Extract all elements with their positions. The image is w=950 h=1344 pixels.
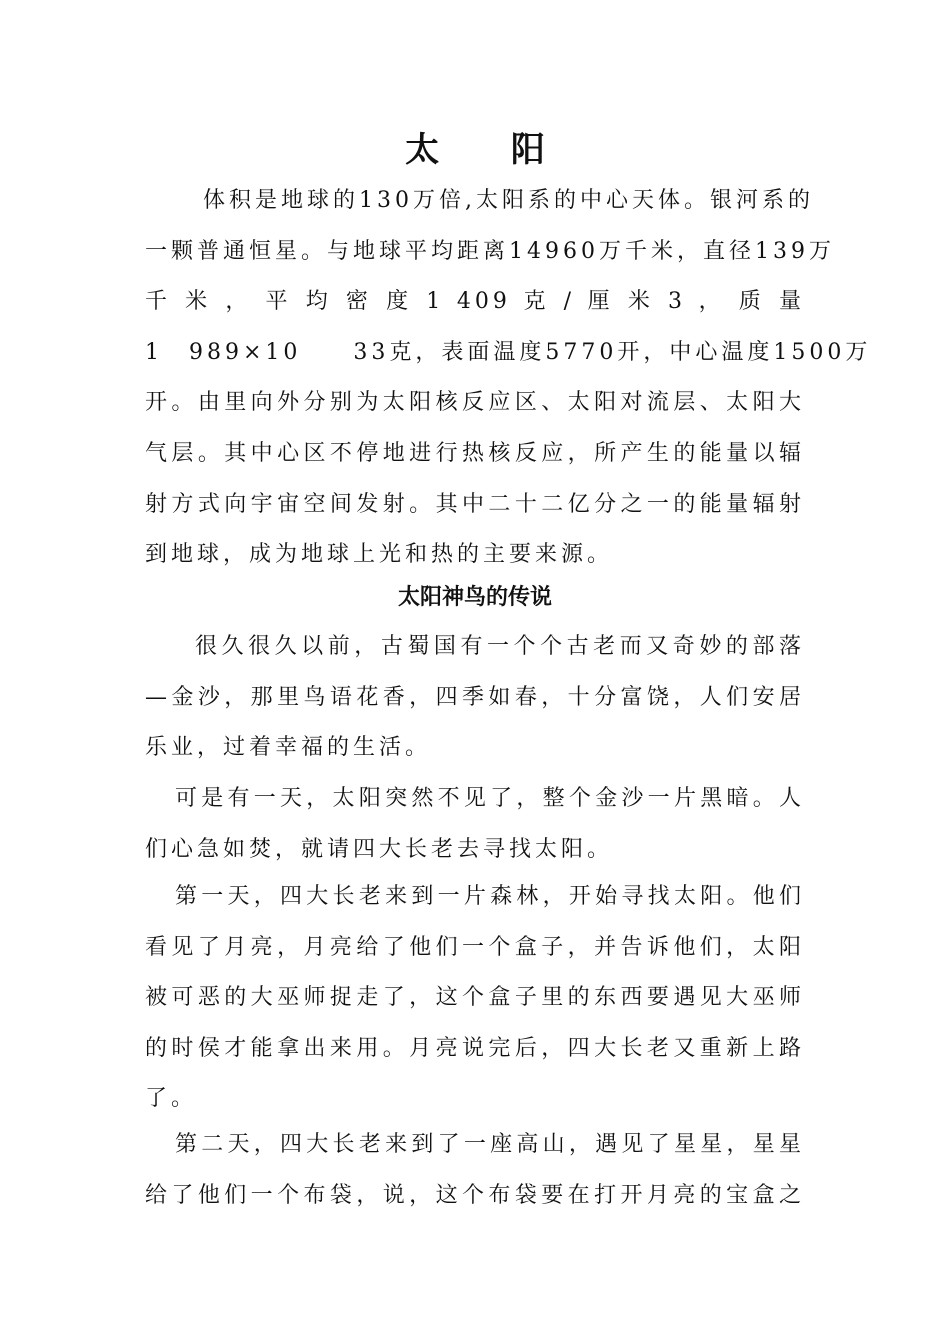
text-line: 乐业，过着幸福的生活。 <box>145 735 432 761</box>
text-line: 千 米 ， 平 均 密 度 1 409 克 / 厘 米 3 ， 质 量 <box>145 289 805 315</box>
text-line: 给了他们一个布袋，说，这个布袋要在打开月亮的宝盒之 <box>145 1182 805 1208</box>
text-line: 1 989×10 33克，表面温度5770开，中心温度1500万 <box>145 339 872 365</box>
text-line: 射方式向宇宙空间发射。其中二十二亿分之一的能量辐射 <box>145 491 805 517</box>
text-line: 开。由里向外分别为太阳核反应区、太阳对流层、太阳大 <box>145 390 805 416</box>
text-line: 体积是地球的130万倍,太阳系的中心天体。银河系的 <box>203 188 814 213</box>
text-line: 的时侯才能拿出来用。月亮说完后，四大长老又重新上路 <box>145 1035 805 1061</box>
story-paragraph <box>145 1120 805 1221</box>
section-heading: 太阳神鸟的传说 <box>397 585 552 610</box>
story-paragraph <box>145 872 805 1125</box>
story-paragraph <box>145 774 805 875</box>
page-title: 太 阳 <box>405 130 575 170</box>
text-line: 们心急如焚，就请四大长老去寻找太阳。 <box>145 836 614 862</box>
text-line: 第二天，四大长老来到了一座高山，遇见了星星，星星 <box>175 1132 805 1157</box>
intro-paragraph <box>145 176 872 581</box>
text-line: 看见了月亮，月亮给了他们一个盒子，并告诉他们，太阳 <box>145 934 805 960</box>
text-line: —金沙，那里鸟语花香，四季如春，十分富饶，人们安居 <box>145 684 805 710</box>
text-line: 到地球，成为地球上光和热的主要来源。 <box>145 542 614 568</box>
text-line: 可是有一天，太阳突然不见了，整个金沙一片黑暗。人 <box>175 786 805 811</box>
text-line: 很久很久以前，古蜀国有一个个古老而又奇妙的部落 <box>195 634 805 659</box>
text-line: 被可恶的大巫师捉走了，这个盒子里的东西要遇见大巫师 <box>145 985 805 1011</box>
text-line: 了。 <box>145 1086 198 1112</box>
text-line: 第一天，四大长老来到一片森林，开始寻找太阳。他们 <box>175 884 805 909</box>
story-paragraph <box>145 622 805 774</box>
text-line: 一颗普通恒星。与地球平均距离14960万千米，直径139万 <box>145 238 835 264</box>
text-line: 气层。其中心区不停地进行热核反应，所产生的能量以辐 <box>145 440 805 466</box>
